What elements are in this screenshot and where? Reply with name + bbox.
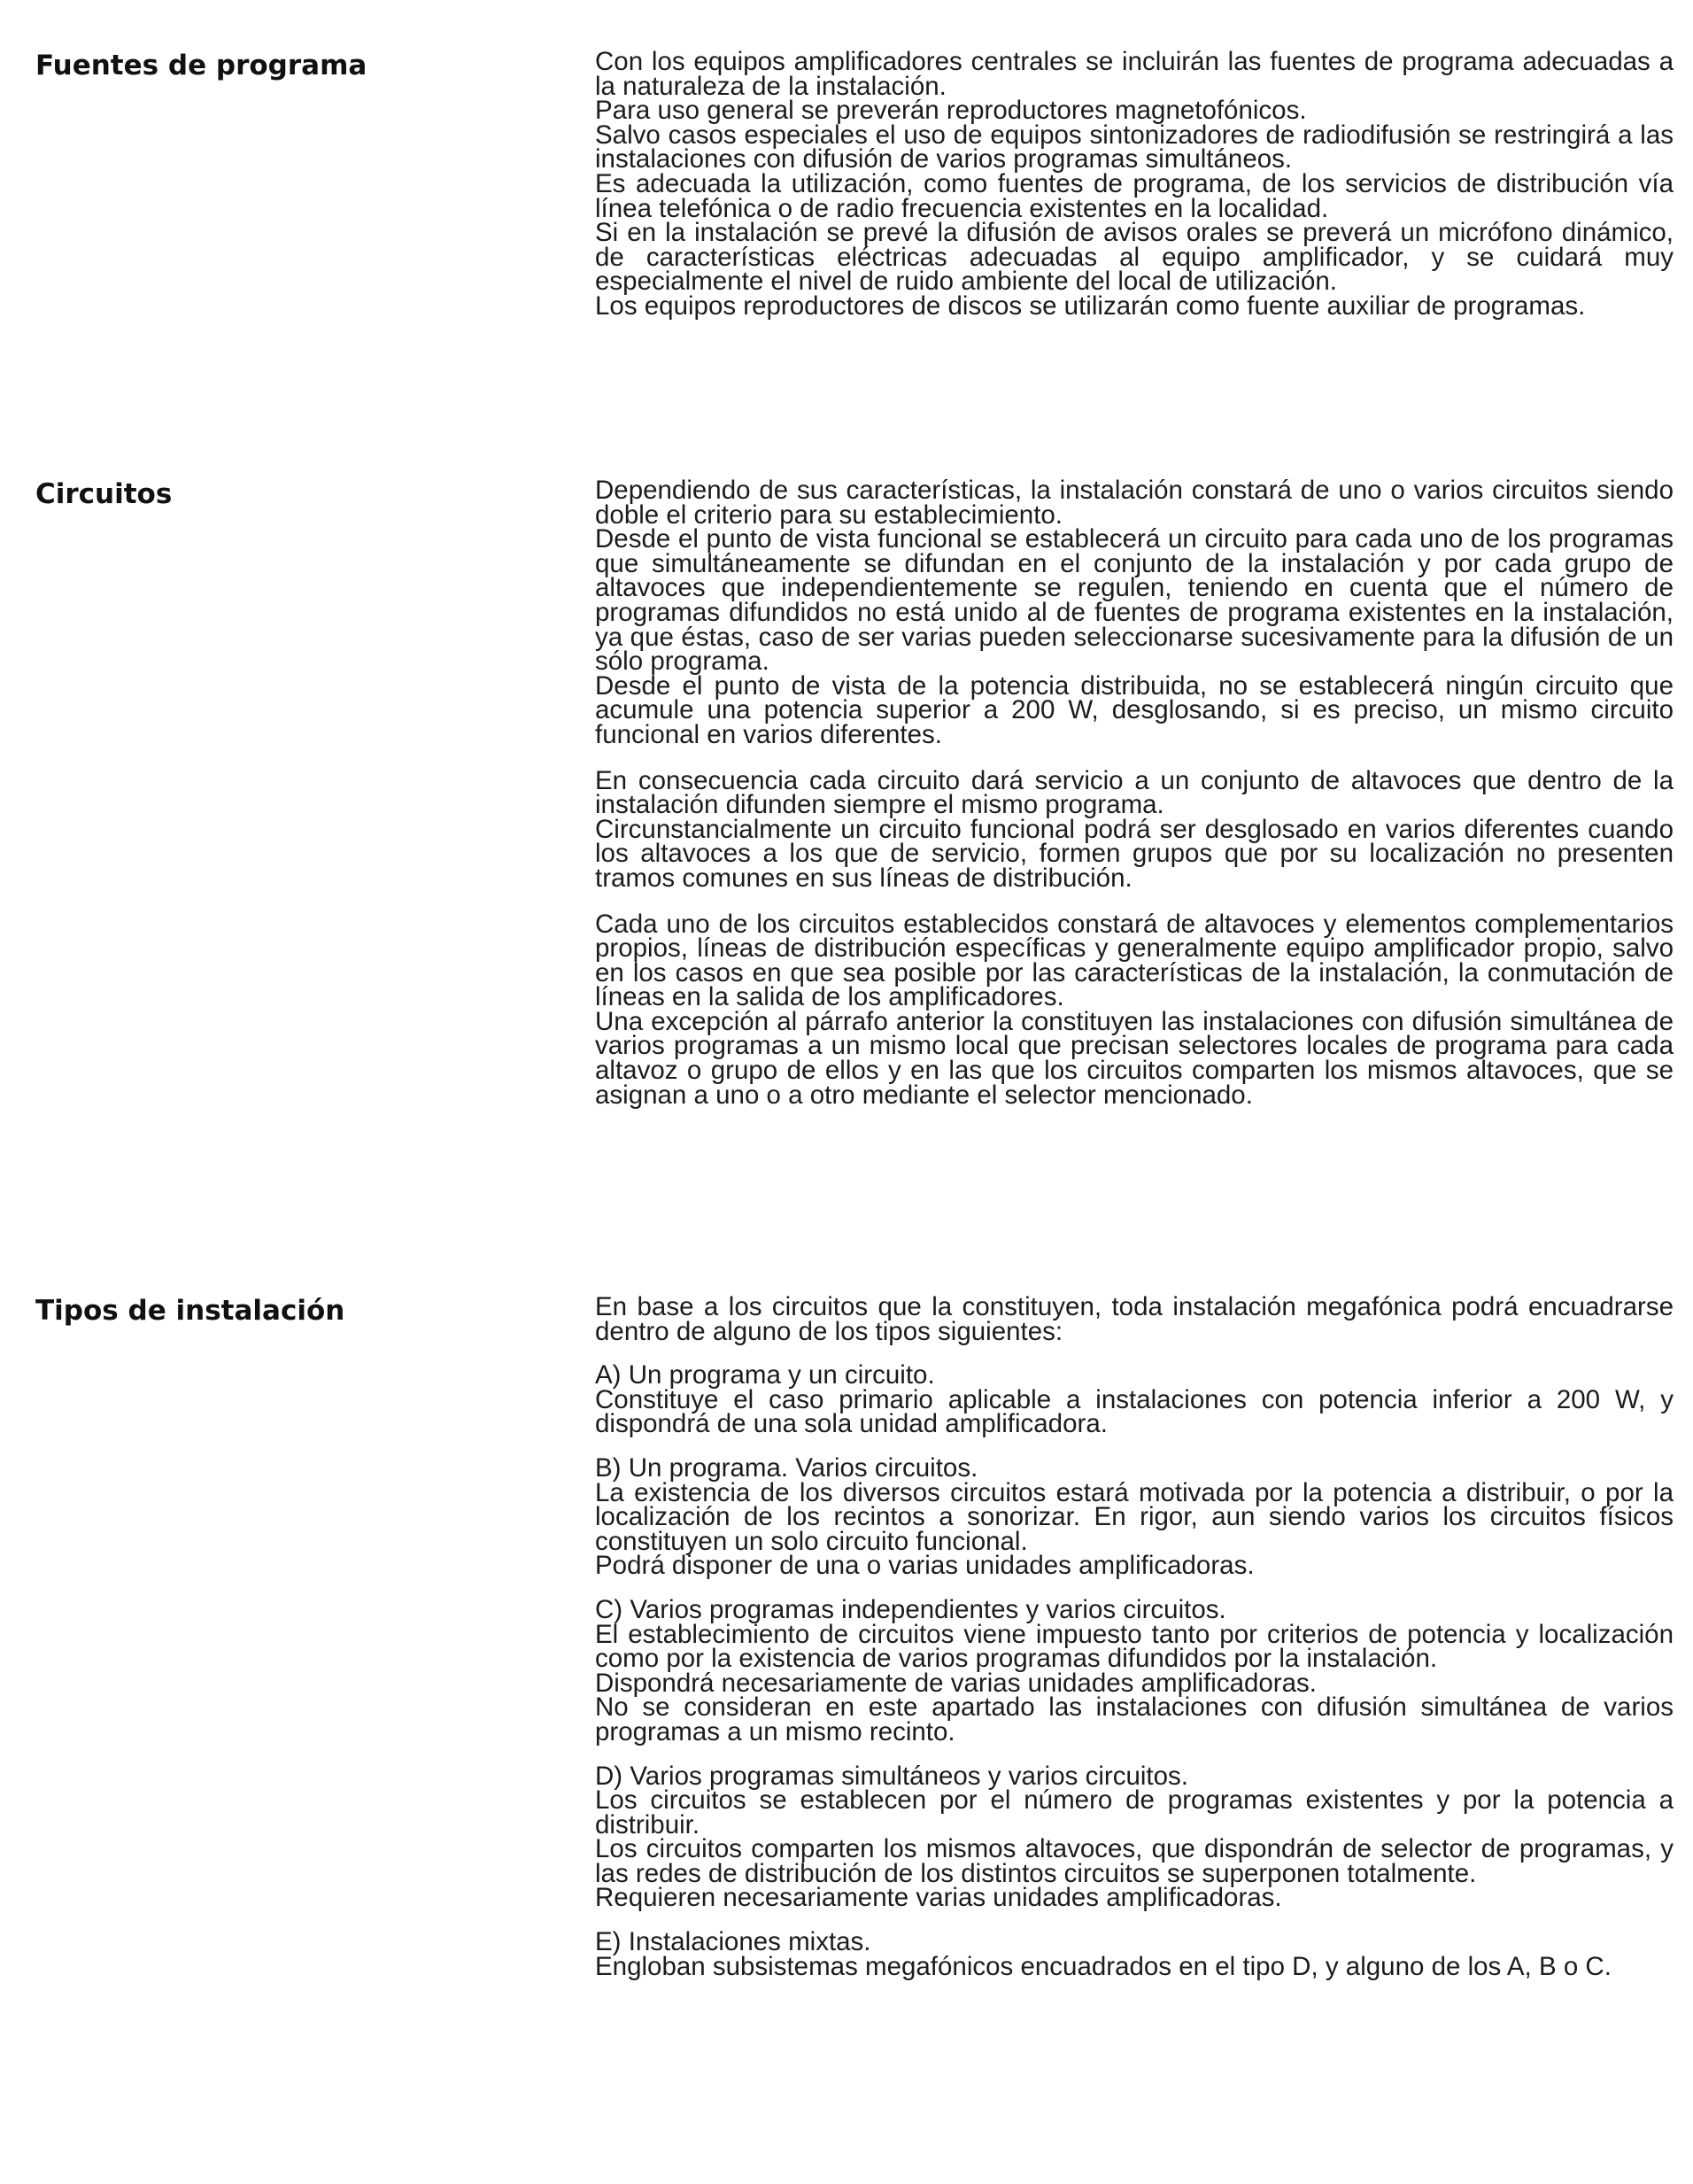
section-body (595, 1292, 1674, 1981)
paragraph: Los equipos reproductores de discos se utilizarán como fuente auxiliar de programas. (595, 290, 1586, 321)
type-b-title: B) Un programa. Varios circuitos. (595, 1452, 978, 1483)
section-heading: Tipos de instalación (35, 1295, 345, 1327)
paragraph: Dispondrá necesariamente de varias unidades amplificadoras. (595, 1668, 1317, 1698)
paragraph: Con los equipos amplificadores centrales se incluirán las fuentes de programa adecuadas a la naturaleza de la instalación. (595, 47, 1674, 101)
type-c-title: C) Varios programas independientes y varios circuitos. (595, 1594, 1226, 1624)
paragraph: Circunstancialmente un circuito funcional podrá ser desglosado en varios diferentes cuando los altavoces a los que de servicio, formen grupos que por su localización no presenten tramos comunes en sus líneas de distribución. (595, 814, 1674, 893)
paragraph: Desde el punto de vista de la potencia distribuida, no se establecerá ningún circuito que acumule una potencia superior a 200 W, desglosando, si es preciso, un mismo circuito funcional en varios diferentes. (595, 670, 1674, 749)
paragraph: Para uso general se preverán reproductores magnetofónicos. (595, 96, 1307, 126)
section-heading: Circuitos (35, 478, 173, 510)
paragraph: Salvo casos especiales el uso de equipos sintonizadores de radiodifusión se restringirá a las instalaciones con difusión de varios programas simultáneos. (595, 120, 1674, 174)
paragraph: Los circuitos comparten los mismos altavoces, que dispondrán de selector de programas, y las redes de distribución de los distintos circuitos se superponen totalmente. (595, 1834, 1674, 1888)
paragraph: La existencia de los diversos circuitos estará motivada por la potencia a distribuir, o por la localización de los recintos a sonorizar. En rigor, aun siendo varios los circuitos físicos constituyen un solo circuito funcional. (595, 1477, 1674, 1556)
paragraph: Una excepción al párrafo anterior la constituyen las instalaciones con difusión simultánea de varios programas a un mismo local que precisan selectores locales de programa para cada altavoz o grupo de ellos y en las que los circuitos comparten los mismos altavoces, que se asignan a uno o a otro mediante el selector mencionado. (595, 1006, 1674, 1110)
paragraph: Los circuitos se establecen por el número de programas existentes y por la potencia a distribuir. (595, 1785, 1674, 1839)
type-a-title: A) Un programa y un circuito. (595, 1360, 935, 1390)
type-e-title: E) Instalaciones mixtas. (595, 1927, 871, 1957)
paragraph: En base a los circuitos que la constituyen, toda instalación megafónica podrá encuadrarse dentro de alguno de los tipos siguientes: (595, 1292, 1674, 1346)
paragraph: Requieren necesariamente varias unidades amplificadoras. (595, 1883, 1282, 1913)
section-heading: Fuentes de programa (35, 50, 367, 81)
paragraph: Constituye el caso primario aplicable a instalaciones con potencia inferior a 200 W, y dispondrá de una sola unidad amplificadora. (595, 1384, 1674, 1439)
paragraph: Cada uno de los circuitos establecidos constará de altavoces y elementos complementarios propios, líneas de distribución específicas y generalmente equipo amplificador propio, salvo en los casos en que sea posible por las características de la instalación, la conmutación de líneas en la salida de los amplificadores. (595, 909, 1674, 1012)
paragraph: Dependiendo de sus características, la instalación constará de uno o varios circuitos siendo doble el criterio para su establecimiento. (595, 476, 1674, 530)
paragraph: Desde el punto de vista funcional se establecerá un circuito para cada uno de los programas que simultáneamente se difundan en el conjunto de la instalación y por cada grupo de altavoces que independientemente se regulen, teniendo en cuenta que el número de programas difundidos no está unido al de fuentes de programa existentes en la instalación, ya que éstas, caso de ser varias pueden seleccionarse sucesivamente para la difusión de un sólo programa. (595, 524, 1674, 677)
paragraph-gap (595, 891, 1674, 912)
paragraph: El establecimiento de circuitos viene impuesto tanto por criterios de potencia y localización como por la existencia de varios programas difundidos por la instalación. (595, 1619, 1674, 1674)
paragraph: Si en la instalación se prevé la difusión de avisos orales se preverá un micrófono dinámico, de características eléctricas adecuadas al equipo amplificador, y se cuidará muy especialmente el nivel de ruido ambiente del local de utilización. (595, 218, 1674, 297)
paragraph: Engloban subsistemas megafónicos encuadrados en el tipo D, y alguno de los A, B o C. (595, 1951, 1612, 1981)
paragraph: En consecuencia cada circuito dará servicio a un conjunto de altavoces que dentro de la instalación difunden siempre el mismo programa. (595, 765, 1674, 820)
type-d-title: D) Varios programas simultáneos y varios circuitos. (595, 1761, 1188, 1791)
paragraph: Es adecuada la utilización, como fuentes de programa, de los servicios de distribución vía línea telefónica o de radio frecuencia existentes en la localidad. (595, 168, 1674, 223)
paragraph: No se consideran en este apartado las instalaciones con difusión simultánea de varios programas a un mismo recinto. (595, 1692, 1674, 1746)
section-body (595, 47, 1674, 321)
section-body (595, 476, 1674, 1110)
paragraph-gap (595, 747, 1674, 769)
paragraph: Podrá disponer de una o varias unidades amplificadoras. (595, 1551, 1255, 1581)
